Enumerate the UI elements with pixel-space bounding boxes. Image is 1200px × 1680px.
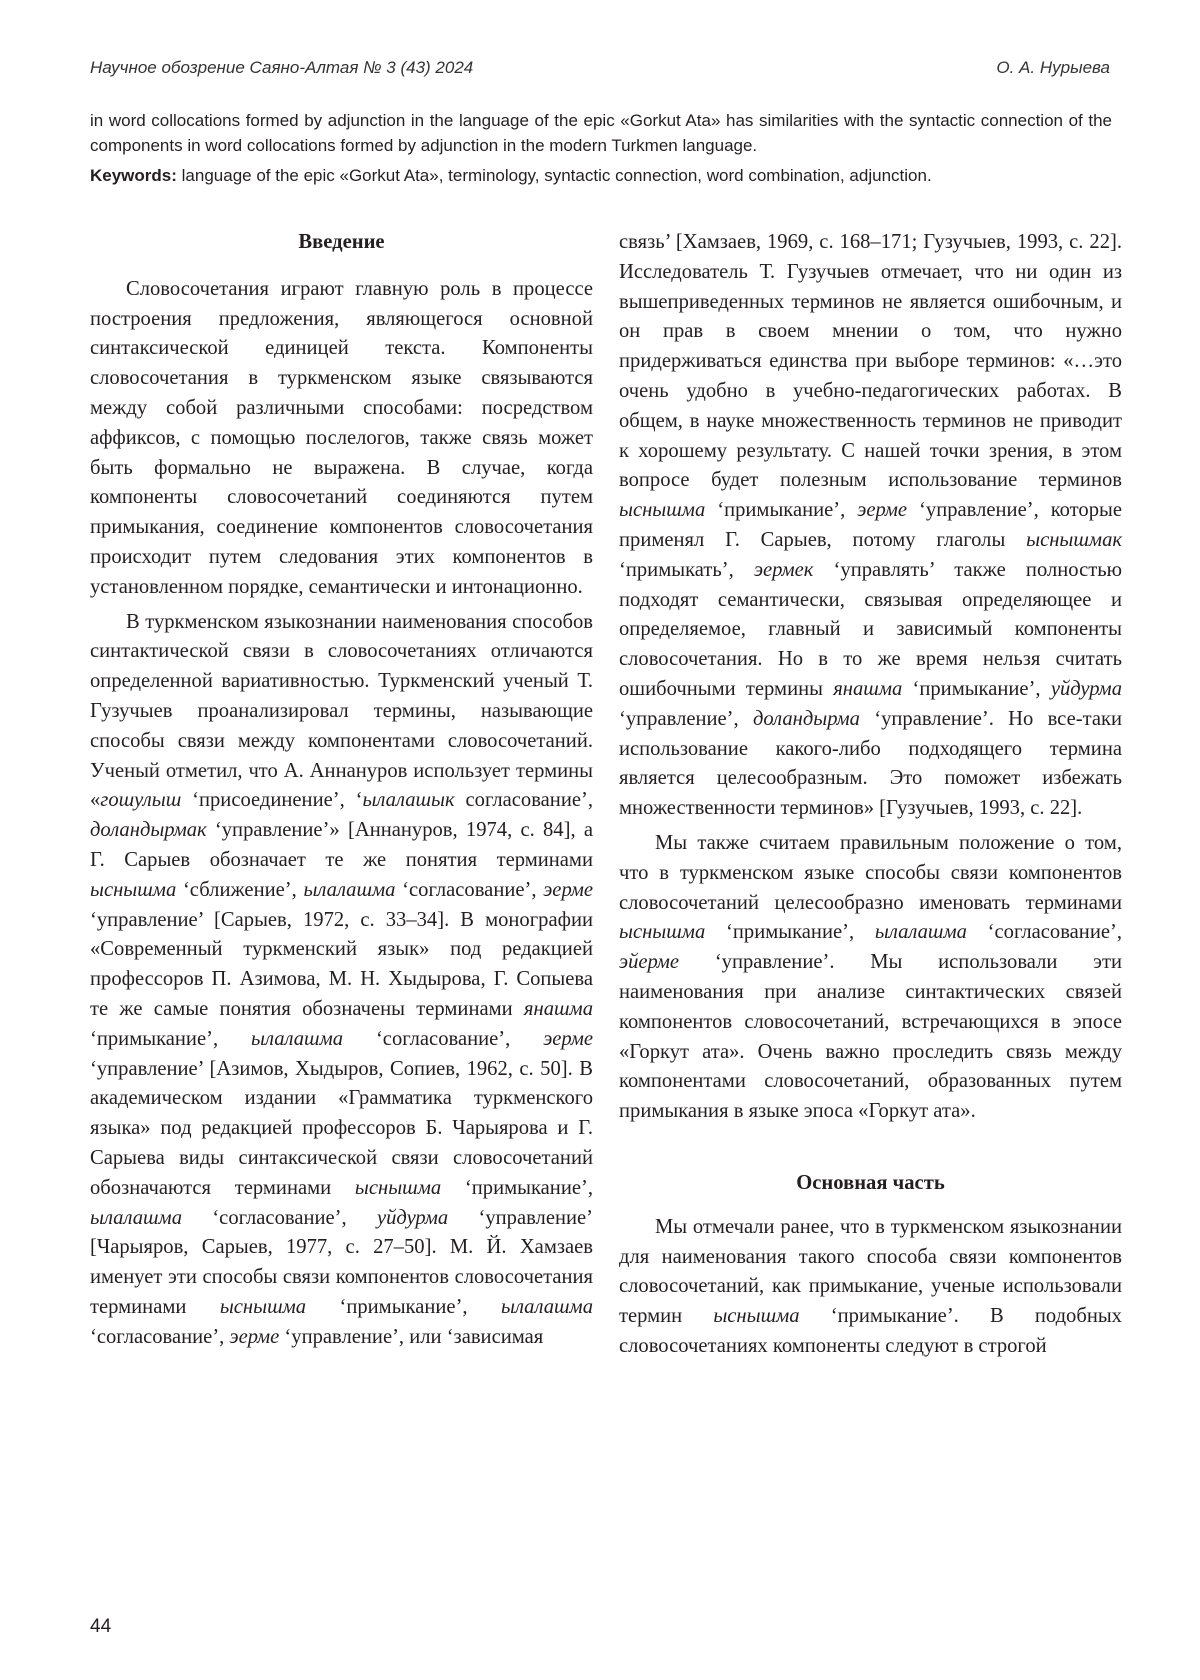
keywords (90, 163, 1112, 188)
italic-term: эермек (753, 558, 814, 581)
text-run: В туркменском языкознании наименования способов синтактической связи в словосочетаниях отличаются определенной вариативностью. Туркменский ученый Т. Гузучыев проанализировал термины, называющие способы связи между компонентами словосочетаний. Ученый отметил, что А. Аннануров использует термины « (90, 610, 593, 812)
heading-main-part: Основная часть (796, 1171, 945, 1194)
paragraph (619, 829, 1122, 1127)
italic-term: эерме (543, 1027, 593, 1050)
keywords-list: language of the epic «Gorkut Ata», terminology, syntactic connection, word combination, adjunction. (176, 166, 932, 185)
paragraph (90, 608, 593, 1353)
text-run: ‘управление’. Мы использовали эти наименования при анализе синтактических связей компонентов словосочетаний, встречающихся в эпосе «Горкут ата». Очень важно проследить связь между компонентами словосочетаний, образованных путем примыкания в языке эпоса «Горкут ата». (619, 951, 1122, 1123)
text-run: ‘примыкание’, (441, 1176, 593, 1199)
text-run: связь’ [Хамзаев, 1969, с. 168–171; Гузучыев, 1993, с. 22]. Исследователь Т. Гузучыев отмечает, что ни один из вышеприведенных терминов не является ошибочным, и он прав в своем мнении о том, что нужно придерживаться единства при выборе терминов: «…это очень удобно в учебно-педагогических работах. В общем, в науке множественность терминов не приводит к хорошему результату. С нашей точки зрения, в этом вопросе будет полезным использование терминов (619, 231, 1122, 492)
italic-term: ыснышмак (1026, 528, 1122, 551)
text-run: ‘согласование’, (90, 1325, 230, 1348)
italic-term: эерме (229, 1325, 280, 1348)
italic-term: ылалашма (874, 921, 967, 944)
text-run: ‘примыкание’, (902, 677, 1051, 700)
italic-term: гошулыш (100, 789, 182, 812)
text-run: ‘согласование’, (343, 1027, 544, 1050)
text-run: ‘сближение’, (176, 878, 304, 901)
italic-term: ылалашма (90, 1206, 182, 1229)
italic-term: уйдурма (1050, 677, 1122, 700)
text-run: ‘примыкание’. В подобных словосочетаниях компоненты следуют в строгой (619, 1305, 1122, 1357)
italic-term: уйдурма (376, 1206, 449, 1229)
italic-term: ылалашма (251, 1027, 344, 1050)
text-run: ‘управление’, или ‘зависимая (279, 1325, 544, 1348)
journal-title: Научное обозрение Саяно-Алтая № 3 (43) 2024 (90, 58, 474, 77)
running-header (90, 58, 1110, 88)
heading-introduction: Введение (298, 231, 385, 253)
keywords-label: Keywords: (90, 166, 177, 185)
abstract-text: in word collocations formed by adjunction in the language of the epic «Gorkut Ata» has similarities with the syntactic connection of the components in word collocations formed by adjunction in the modern Turkmen language. (90, 111, 1112, 155)
text-run: ‘управление’ [Азимов, Хыдыров, Сопиев, 1962, с. 50]. В академическом издании «Грамматика туркменского языка» под редакцией профессоров Б. Чарыярова и Г. Сарыева виды синтаксической связи словосочетаний обозначаются терминами (90, 1057, 593, 1199)
italic-term: эерме (857, 499, 908, 522)
text-run: Мы также считаем правильным положение о том, что в туркменском языке способы связи компонентов словосочетаний целесообразно именовать терминами (619, 831, 1122, 914)
right-column (619, 228, 1122, 1362)
text-run: ‘управление’. Но все-таки использование какого-либо подходящего термина является целесообразным. Это поможет избежать множественности терминов» [Гузучыев, 1993, с. 22]. (619, 707, 1122, 820)
text-run: ‘примыкание’, (90, 1027, 252, 1050)
text-run: ‘управление’, которые применял Г. Сарыев, потому глаголы (619, 499, 1122, 551)
text-run: ‘согласование’, (395, 878, 544, 901)
left-column (90, 228, 593, 1352)
italic-term: ыснышма (354, 1176, 442, 1199)
italic-term: ыснышма (713, 1305, 800, 1328)
text-run: ‘согласование’, (966, 921, 1122, 944)
text-run: ‘примыкание’, (705, 499, 858, 522)
text-run: ‘управление’» [Аннануров, 1974, с. 84], а Г. Сарыев обозначает те же понятия терминами (90, 819, 593, 871)
text-run: ‘присоединение’, ‘ (181, 789, 363, 812)
text-run: ‘управлять’ также полностью подходят семантически, связывая определяющее и определяемое, главный и зависимый компоненты словосочетания. Но в то же время нельзя считать ошибочными термины (619, 558, 1123, 700)
italic-term: ылалашма (501, 1295, 593, 1318)
italic-term: доландырмак (90, 819, 207, 842)
paragraph (619, 228, 1122, 824)
text-run: ‘согласование’, (182, 1206, 377, 1229)
paragraph: Словосочетания играют главную роль в процессе построения предложения, являющегося основной синтаксической единицей текста. Компоненты словосочетания в туркменском языке связываются между собой различными способами: посредством аффиксов, с помощью послелогов, также связь может быть формально не выражена. В случае, когда компоненты словосочетаний соединяются путем примыкания, соединение компонентов словосочетания происходит путем следования этих компонентов в установленном порядке, семантически и интонационно. (90, 277, 593, 598)
italic-term: эерме (543, 878, 593, 901)
text-run: ‘примыкать’, (619, 558, 754, 581)
italic-term: янашма (833, 677, 903, 700)
italic-term: ыснышма (619, 921, 706, 944)
italic-term: ылалашма (303, 878, 396, 901)
italic-term: янашма (523, 997, 593, 1020)
italic-term: эйерме (619, 951, 680, 974)
author-name: О. А. Нурыева (996, 58, 1110, 77)
text-run: ‘управление’ [Чарыяров, Сарыев, 1977, с. 27–50]. М. Й. Хамзаев именует эти способы связи компонентов словосочетания терминами (90, 1206, 593, 1318)
italic-term: ылалашык (362, 789, 455, 812)
paragraph (619, 1213, 1122, 1362)
page-number: 44 (90, 1616, 112, 1637)
text-run: ‘управление’, (619, 707, 753, 730)
text-run: ‘примыкание’, (705, 921, 875, 944)
italic-term: ыснышма (219, 1295, 307, 1318)
text-run: Мы отмечали ранее, что в туркменском языкознании для наименования такого способа связи компонентов словосочетаний, как примыкание, ученые использовали термин (619, 1215, 1122, 1328)
italic-term: доландырма (752, 707, 860, 730)
italic-term: ыснышма (90, 878, 177, 901)
abstract-block (90, 108, 1112, 188)
text-run: ‘управление’ [Сарыев, 1972, с. 33–34]. В монографии «Современный туркменский язык» под редакцией профессоров П. Азимова, М. Н. Хыдырова, Г. Сопыева те же самые понятия обозначены терминами (90, 908, 593, 1020)
text-run: согласование’, (454, 789, 593, 812)
italic-term: ыснышма (619, 499, 706, 522)
text-run: ‘примыкание’, (306, 1295, 501, 1318)
